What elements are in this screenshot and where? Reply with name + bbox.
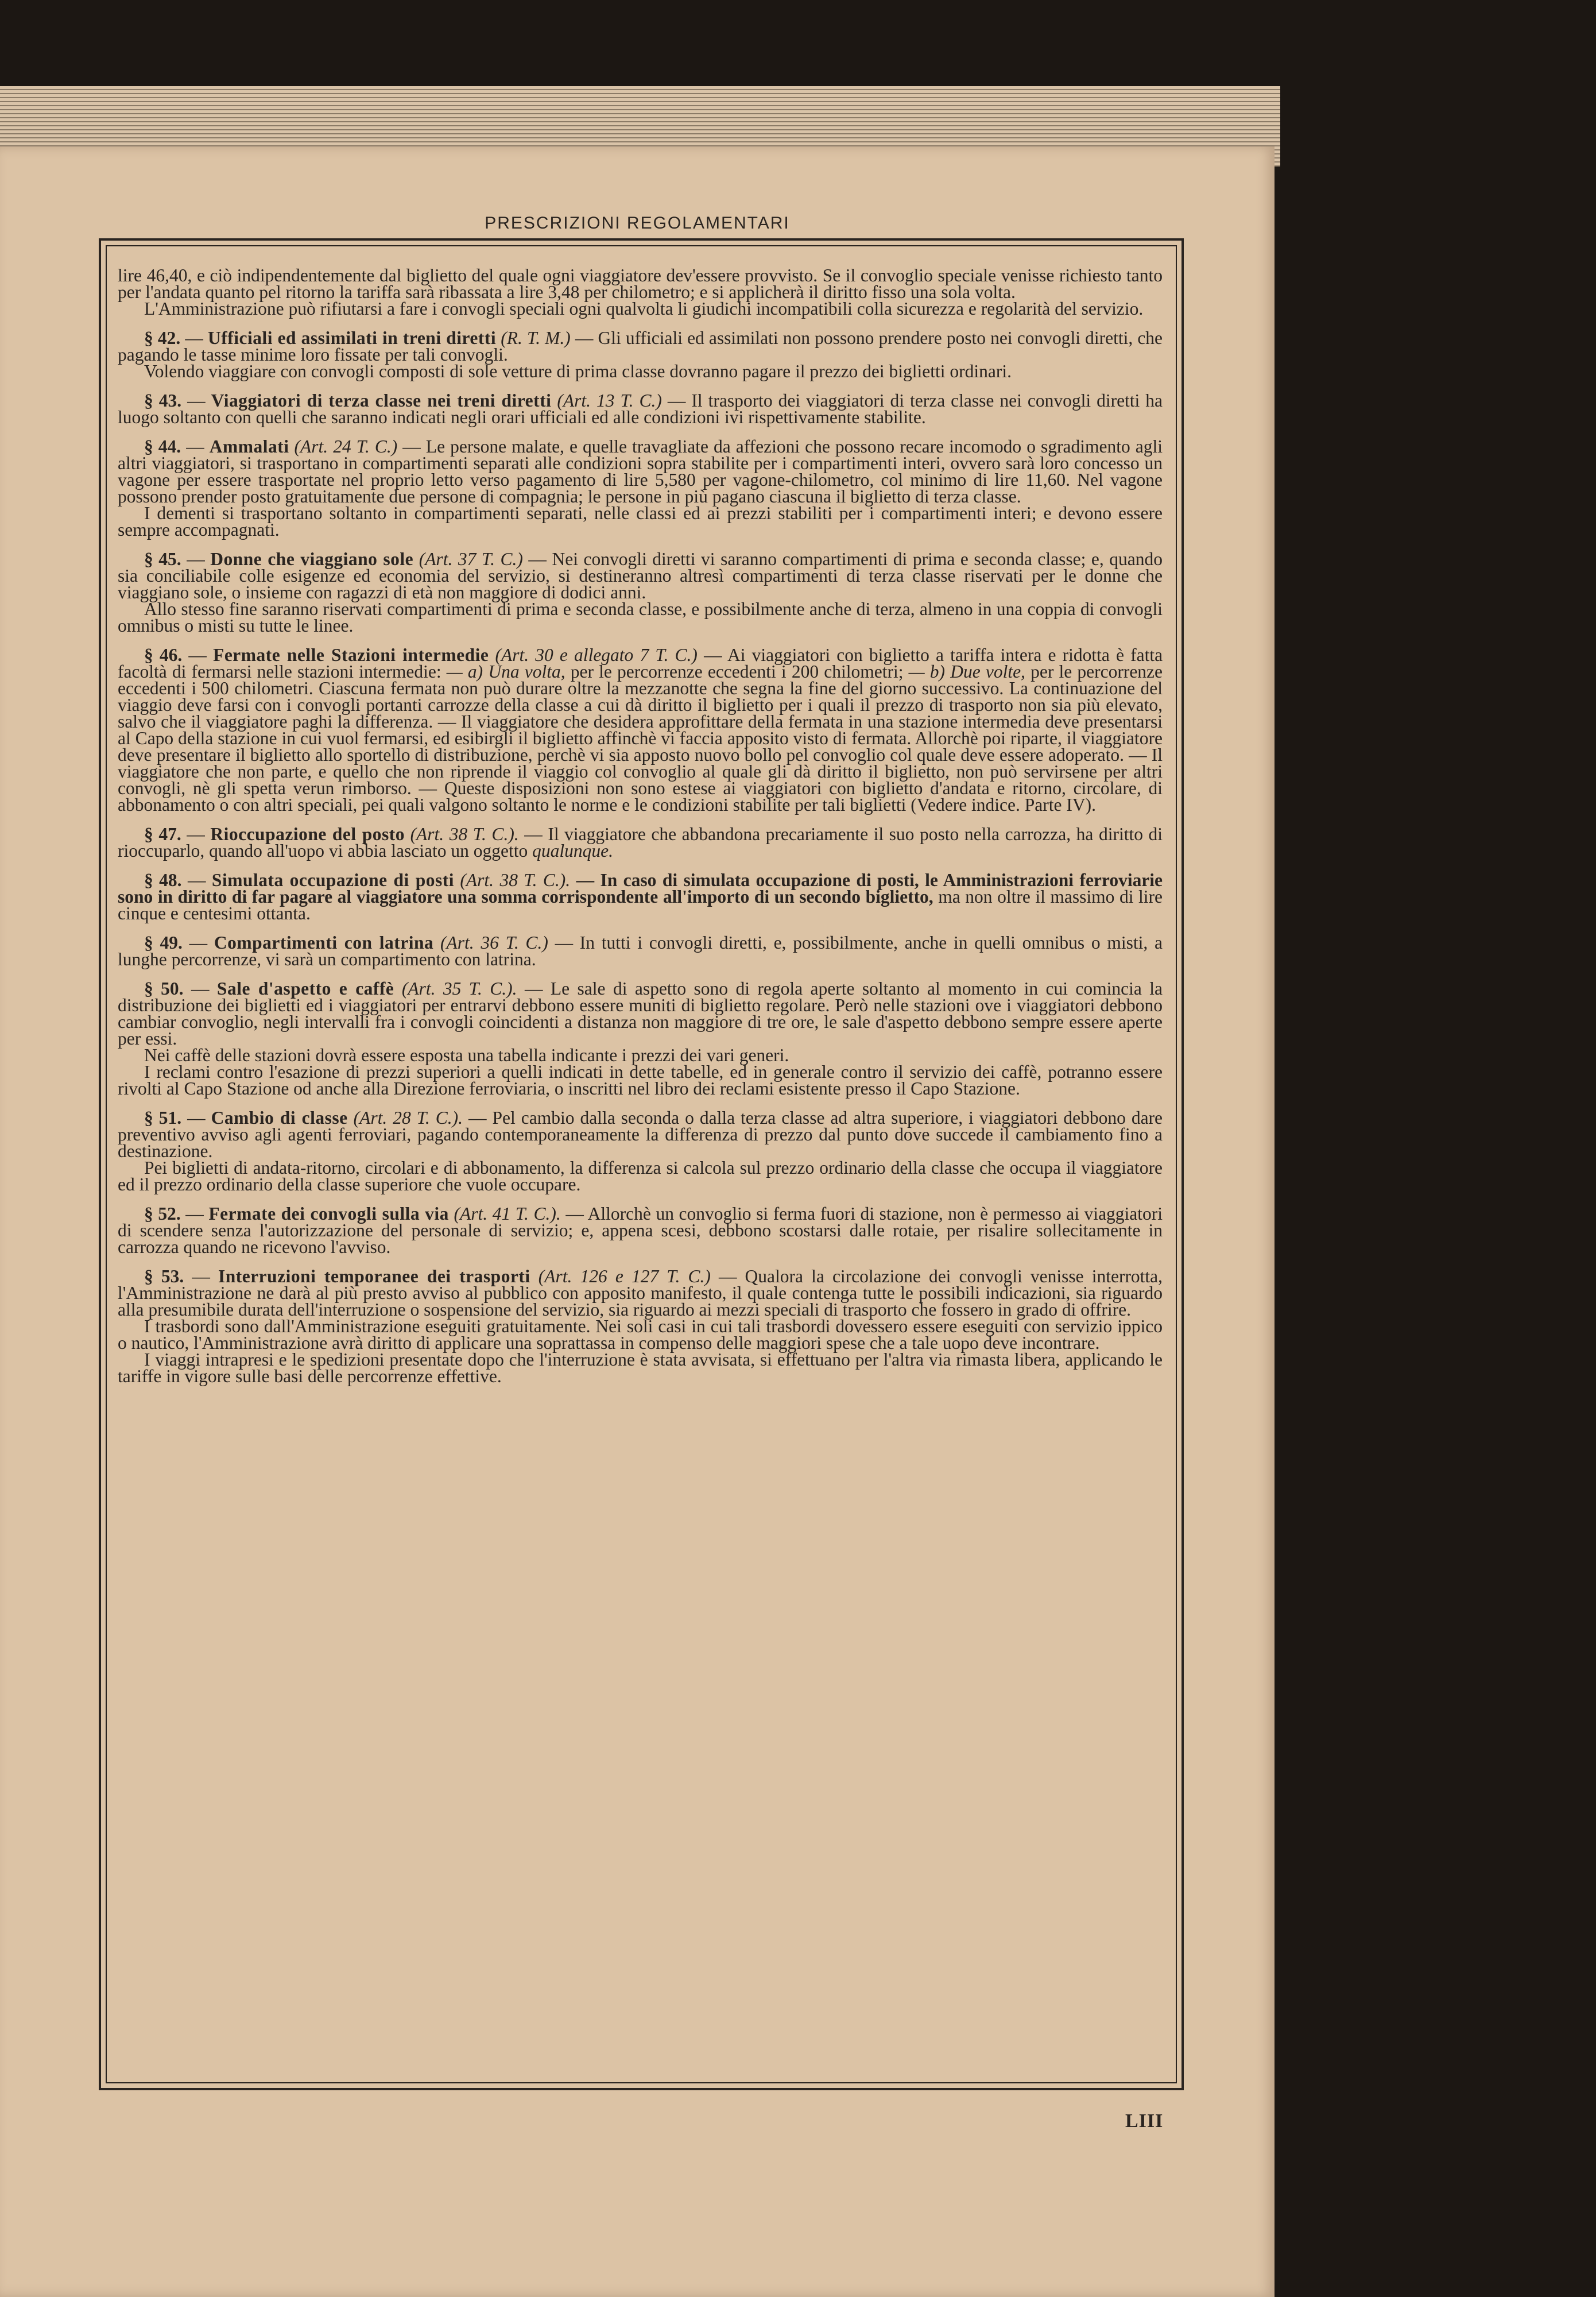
section-number: § 43. (144, 390, 182, 411)
section-paragraph: § 47. — Rioccupazione del posto (Art. 38 T. C.). — Il viaggiatore che abbandona precariamente il suo posto nella carrozza, ha diritto di rioccuparlo, quando all'uopo vi abbia lasciato un oggetto qualunque. (118, 824, 1163, 861)
section-number: § 46. (144, 645, 183, 665)
section-paragraph: § 53. — Interruzioni temporanee dei trasporti (Art. 126 e 127 T. C.) — Qualora la circolazione dei convogli venisse interrotta, l'Amministrazione ne darà al più presto avviso al pubblico con apposito manifesto, il quale contenga tutte le possibili indicazioni, sia riguardo alla presumibile durata dell'interruzione o sospensione del servizio, sia riguardo ai mezzi speciali di trasporto che fossero in grado di offrire. (118, 1266, 1163, 1320)
section-52 (118, 1205, 1163, 1255)
section-text: — Il trasporto dei viaggiatori di terza classe nei convogli diretti ha luogo soltanto con quelli che saranno indicati negli orari ufficiali ed alle condizioni ivi rispettivamente stabilite. (118, 390, 1163, 427)
section-53 (118, 1268, 1163, 1385)
running-head: PRESCRIZIONI REGOLAMENTARI (485, 214, 790, 233)
section-number: § 53. (144, 1266, 184, 1286)
section-reference: (Art. 30 e allegato 7 T. C.) (495, 645, 698, 665)
section-paragraph: § 51. — Cambio di classe (Art. 28 T. C.). — Pel cambio dalla seconda o dalla terza classe ad altra superiore, i viaggiatori debbono dare preventivo avviso agli agenti ferroviari, pagando contemporaneamente la differenza di prezzo dal punto dove succede il cambiamento fino a destinazione. (118, 1108, 1163, 1161)
section-title: Compartimenti con latrina (214, 933, 434, 953)
section-text: — Le persone malate, e quelle travagliate da affezioni che possono recare incomodo o sgradimento agli altri viaggiatori, si trasportano in compartimenti separati alle condizioni sopra stabilite per i compartimenti interi, ovvero sarà loro concesso un vagone per essere trasportate nel proprio letto verso pagamento di lire 5,580 per vagone-chilometro, col minimo di lire 11,60. Nel vagone possono prender posto gratuitamente due persone di compagnia; le persone in più pagano ciascuna il biglietto di terza classe. (118, 436, 1163, 506)
section-48 (118, 872, 1163, 922)
section-text: per le percorrenze eccedenti i 200 chilometri; (570, 662, 904, 682)
section-50 (118, 980, 1163, 1097)
section-title: Fermate nelle Stazioni intermedie (213, 645, 489, 665)
intro-paragraph: lire 46,40, e ciò indipendentemente dal biglietto del quale ogni viaggiatore dev'essere provvisto. Se il convoglio speciale venisse richiesto tanto per l'andata quanto pel ritorno la tariffa sarà ribassata a lire 3,48 per chilometro; e si applicherà il diritto fisso una sola volta. (118, 265, 1163, 302)
section-49 (118, 934, 1163, 968)
section-paragraph: I dementi si trasportano soltanto in compartimenti separati, nelle classi ed ai prezzi stabiliti per i compartimenti interi; e devono essere sempre accompagnati. (118, 503, 1163, 540)
section-text: ma non oltre il massimo di lire cinque e centesimi ottanta. (118, 887, 1163, 923)
section-reference: (Art. 38 T. C.). (460, 870, 571, 890)
section-number: § 48. (144, 870, 182, 890)
section-paragraph: § 50. — Sale d'aspetto e caffè (Art. 35 T. C.). — Le sale di aspetto sono di regola aperte soltanto al momento in cui comincia la distribuzione dei biglietti ed i viaggiatori per entrarvi debbono essere muniti di biglietto regolare. Però nelle stazioni ove i viaggiatori debbono cambiar convoglio, negli intervalli fra i convogli coincidenti a distanza non maggiore di tre ore, le sale d'aspetto debbono sempre essere aperte per essi. (118, 979, 1163, 1049)
section-reference: (Art. 35 T. C.). (401, 979, 517, 999)
section-paragraph: I reclami contro l'esazione di prezzi superiori a quelli indicati in dette tabelle, ed in generale contro il servizio dei caffè, potranno essere rivolti al Capo Stazione od anche alla Direzione ferroviaria, o inscritti nel libro dei reclami esistente presso il Capo Stazione. (118, 1062, 1163, 1099)
section-text: — Allorchè un convoglio si ferma fuori di stazione, non è permesso ai viaggiatori di scendere senza l'autorizzazione del personale di servizio; e, appena scesi, debbono scostarsi dalle rotaie, per risalire sollecitamente in carrozza quando ne ricevono l'avviso. (118, 1204, 1163, 1257)
section-46 (118, 647, 1163, 813)
section-text: — Nei convogli diretti vi saranno compartimenti di prima e seconda classe; e, quando sia conciliabile colle esigenze ed economia del servizio, si destineranno altresì compartimenti di terza classe riservati per le donne che viaggiano sole, o insieme con ragazzi di età non maggiore di dodici anni. (118, 549, 1163, 602)
section-number: § 51. (144, 1108, 182, 1128)
section-number: § 42. (144, 328, 181, 348)
section-title: Donne che viaggiano sole (210, 549, 414, 569)
option-label: — b) Due volte, (908, 662, 1025, 682)
body-text (118, 267, 1163, 1385)
section-text: — In tutti i convogli diretti, e, possibilmente, anche in quelli omnibus o misti, a lunghe percorrenze, vi sarà un compartimento con latrina. (118, 933, 1163, 969)
section-paragraph: I trasbordi sono dall'Amministrazione eseguiti gratuitamente. Nei soli casi in cui tali trasbordi dovessero essere eseguiti con servizio ippico o nautico, l'Amministrazione avrà diritto di applicare una soprattassa in compenso delle maggiori spese che a tale uopo deve incontrare. (118, 1316, 1163, 1353)
book-page (0, 146, 1275, 2297)
section-47 (118, 826, 1163, 859)
section-number: § 44. (144, 436, 181, 457)
section-44 (118, 438, 1163, 538)
section-43 (118, 392, 1163, 426)
section-paragraph: Volendo viaggiare con convogli composti di sole vetture di prima classe dovranno pagare il prezzo dei biglietti ordinari. (144, 361, 1012, 381)
section-paragraph: Nei caffè delle stazioni dovrà essere esposta una tabella indicante i prezzi dei vari generi. (144, 1045, 789, 1065)
section-reference: (Art. 28 T. C.). (353, 1108, 463, 1128)
section-text: per le percorrenze eccedenti i 500 chilometri. Ciascuna fermata non può durare oltre la mezzanotte che segna la fine del giorno successivo. La continuazione del viaggio deve farsi con i convogli portanti carrozze della classe a cui dà diritto il biglietto per i quali il prezzo di trasporto non sia più elevato, salvo che il viaggiatore paghi la differenza. — Il viaggiatore che desidera approfittare della fermata in una stazione intermedia deve presentarsi al Capo della stazione in cui vuol fermarsi, ed esibirgli il biglietto affinchè vi faccia apposito visto di fermata. Allorchè poi riparte, il viaggiatore deve presentare il biglietto allo sportello di distribuzione, perchè vi sia apposto nuovo bollo pel convoglio col quale deve essere adoperato. — Il viaggiatore che non parte, e quello che non riprende il viaggio col convoglio al quale gli dà diritto il biglietto, non può servirsene per altri convogli, nè gli spetta verun rimborso. — Queste disposizioni non sono estese ai viaggiatori con biglietto d'andata e ritorno, circolare, di abbonamento o con altri speciali, pei quali valgono soltanto le norme e le condizioni stabilite per tali biglietti (Vedere indice. Parte IV). (118, 662, 1163, 815)
section-text: — Pel cambio dalla seconda o dalla terza classe ad altra superiore, i viaggiatori debbono dare preventivo avviso agli agenti ferroviari, pagando contemporaneamente la differenza di prezzo dal punto dove succede il cambiamento fino a destinazione. (118, 1108, 1163, 1161)
section-text: — Qualora la circolazione dei convogli venisse interrotta, l'Amministrazione ne darà al più presto avviso al pubblico con apposito manifesto, il quale contenga tutte le possibili indicazioni, sia riguardo alla presumibile durata dell'interruzione o sospensione del servizio, sia riguardo ai mezzi speciali di trasporto che fossero in grado di offrire. (118, 1266, 1163, 1320)
section-number: § 45. (144, 549, 181, 569)
section-text-italic: qualunque. (532, 841, 613, 861)
section-number: § 49. (144, 933, 183, 953)
section-title: Ammalati (209, 436, 289, 457)
option-label: — a) Una volta, (446, 662, 565, 682)
section-paragraph: § 52. — Fermate dei convogli sulla via (Art. 41 T. C.). — Allorchè un convoglio si ferma fuori di stazione, non è permesso ai viaggiatori di scendere senza l'autorizzazione del personale di servizio; e, appena scesi, debbono scostarsi dalle rotaie, per risalire sollecitamente in carrozza quando ne ricevono l'avviso. (118, 1204, 1163, 1257)
section-text: — Le sale di aspetto sono di regola aperte soltanto al momento in cui comincia la distribuzione dei biglietti ed i viaggiatori per entrarvi debbono essere muniti di biglietto regolare. Però nelle stazioni ove i viaggiatori debbono cambiar convoglio, negli intervalli fra i convogli coincidenti a distanza non maggiore di tre ore, le sale d'aspetto debbono sempre essere aperte per essi. (118, 979, 1163, 1049)
intro-paragraph: L'Amministrazione può rifiutarsi a fare i convogli speciali ogni qualvolta li giudichi incompatibili colla sicurezza e regolarità del servizio. (144, 299, 1144, 319)
section-reference: (Art. 13 T. C.) (557, 390, 662, 411)
section-paragraph: § 49. — Compartimenti con latrina (Art. 36 T. C.) — In tutti i convogli diretti, e, possibilmente, anche in quelli omnibus o misti, a lunghe percorrenze, vi sarà un compartimento con latrina. (118, 933, 1163, 969)
section-paragraph: § 44. — Ammalati (Art. 24 T. C.) — Le persone malate, e quelle travagliate da affezioni che possono recare incomodo o sgradimento agli altri viaggiatori, si trasportano in compartimenti separati alle condizioni sopra stabilite per i compartimenti interi, ovvero sarà loro concesso un vagone per essere trasportate nel proprio letto verso pagamento di lire 5,580 per vagone-chilometro, col minimo di lire 11,60. Nel vagone possono prender posto gratuitamente due persone di compagnia; le persone in più pagano ciascuna il biglietto di terza classe. (118, 436, 1163, 506)
section-paragraph: § 42. — Ufficiali ed assimilati in treni diretti (R. T. M.) — Gli ufficiali ed assimilati non possono prendere posto nei convogli diretti, che pagando le tasse minime loro fissate per tali convogli. (118, 328, 1163, 365)
section-reference: (R. T. M.) (501, 328, 571, 348)
section-reference: (Art. 126 e 127 T. C.) (538, 1266, 711, 1286)
section-title: Rioccupazione del posto (210, 824, 405, 844)
section-paragraph: § 46. — Fermate nelle Stazioni intermedie (Art. 30 e allegato 7 T. C.) — Ai viaggiatori con biglietto a tariffa intera e ridotta è fatta facoltà di fermarsi nelle stazioni intermedie: — a) Una volta, per le percorrenze eccedenti i 200 chilometri; — b) Due volte, per le percorrenze eccedenti i 500 chilometri. Ciascuna fermata non può durare oltre la mezzanotte che segna la fine del giorno successivo. La continuazione del viaggio deve farsi con i convogli portanti carrozze della classe a cui dà diritto il biglietto per i quali il prezzo di trasporto non sia più elevato, salvo che il viaggiatore paghi la differenza. — Il viaggiatore che desidera approfittare della fermata in una stazione intermedia deve presentarsi al Capo della stazione in cui vuol fermarsi, ed esibirgli il biglietto affinchè vi faccia apposito visto di fermata. Allorchè poi riparte, il viaggiatore deve presentare il biglietto allo sportello di distribuzione, perchè vi sia apposto nuovo bollo pel convoglio col quale deve essere adoperato. — Il viaggiatore che non parte, e quello che non riprende il viaggio col convoglio al quale gli dà diritto il biglietto, non può servirsene per altri convogli, nè gli spetta verun rimborso. — Queste disposizioni non sono estese ai viaggiatori con biglietto d'andata e ritorno, circolare, di abbonamento o con altri speciali, pei quali valgono soltanto le norme e le condizioni stabilite per tali biglietti (Vedere indice. Parte IV). (118, 645, 1163, 815)
section-reference: (Art. 24 T. C.) (294, 436, 398, 457)
section-reference: (Art. 36 T. C.) (440, 933, 548, 953)
section-title: Ufficiali ed assimilati in treni diretti (207, 328, 497, 348)
section-paragraph: § 48. — Simulata occupazione di posti (Art. 38 T. C.). — In caso di simulata occupazione di posti, le Amministrazioni ferroviarie sono in diritto di far pagare al viaggiatore una somma corrispondente all'importo di un secondo biglietto, ma non oltre il massimo di lire cinque e centesimi ottanta. (118, 870, 1163, 923)
section-title: Fermate dei convogli sulla via (208, 1204, 449, 1224)
section-number: § 47. (144, 824, 181, 844)
section-number: § 52. (144, 1204, 181, 1224)
section-text-bold: — In caso di simulata occupazione di posti, le Amministrazioni ferroviarie sono in diritto di far pagare al viaggiatore una somma corrispondente all'importo di un secondo biglietto, (118, 870, 1163, 907)
section-title: Interruzioni temporanee dei trasporti (218, 1266, 530, 1286)
section-title: Cambio di classe (211, 1108, 348, 1128)
section-45 (118, 551, 1163, 634)
section-42 (118, 330, 1163, 380)
section-51 (118, 1109, 1163, 1193)
page-number: LIII (1125, 2110, 1164, 2132)
section-reference: (Art. 37 T. C.) (419, 549, 523, 569)
section-title: Simulata occupazione di posti (211, 870, 454, 890)
section-title: Sale d'aspetto e caffè (216, 979, 394, 999)
section-paragraph: I viaggi intrapresi e le spedizioni presentate dopo che l'interruzione è stata avvisata, si effettuano per l'altra via rimasta libera, applicando le tariffe in vigore sulle basi delle percorrenze effettive. (118, 1349, 1163, 1386)
section-text: — Ai viaggiatori con biglietto a tariffa intera e ridotta è fatta facoltà di fermarsi nelle stazioni intermedie: (118, 645, 1163, 682)
section-text: — Gli ufficiali ed assimilati non possono prendere posto nei convogli diretti, che pagando le tasse minime loro fissate per tali convogli. (118, 328, 1163, 365)
section-reference: (Art. 41 T. C.). (454, 1204, 561, 1224)
section-number: § 50. (144, 979, 184, 999)
section-reference: (Art. 38 T. C.). (410, 824, 519, 844)
section-paragraph: Allo stesso fine saranno riservati compartimenti di prima e seconda classe, e possibilmente anche di terza, almeno in una coppia di convogli omnibus o misti su tutte le linee. (118, 599, 1163, 636)
section-paragraph: Pei biglietti di andata-ritorno, circolari e di abbonamento, la differenza si calcola sul prezzo ordinario della classe che occupa il viaggiatore ed il prezzo ordinario della classe superiore che vuole occupare. (118, 1158, 1163, 1194)
section-paragraph: § 43. — Viaggiatori di terza classe nei treni diretti (Art. 13 T. C.) — Il trasporto dei viaggiatori di terza classe nei convogli diretti ha luogo soltanto con quelli che saranno indicati negli orari ufficiali ed alle condizioni ivi rispettivamente stabilite. (118, 390, 1163, 427)
section-text: — Il viaggiatore che abbandona precariamente il suo posto nella carrozza, ha diritto di rioccuparlo, quando all'uopo vi abbia lasciato un oggetto (118, 824, 1163, 861)
section-paragraph: § 45. — Donne che viaggiano sole (Art. 37 T. C.) — Nei convogli diretti vi saranno compartimenti di prima e seconda classe; e, quando sia conciliabile colle esigenze ed economia del servizio, si destineranno altresì compartimenti di terza classe riservati per le donne che viaggiano sole, o insieme con ragazzi di età non maggiore di dodici anni. (118, 549, 1163, 602)
section-title: Viaggiatori di terza classe nei treni diretti (211, 390, 552, 411)
